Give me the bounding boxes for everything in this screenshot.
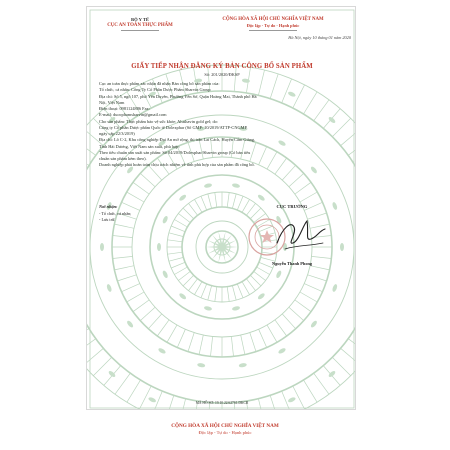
document-body — [99, 81, 347, 169]
body-line: Tổ chức, cá nhân: Công Ty Cổ Phần Dược Phẩm Sharvin Group — [99, 87, 211, 93]
certificate-sheet — [86, 6, 356, 410]
body-line: ngày cấp 22/3/2019) — [99, 131, 135, 136]
ministry-name: BỘ Y TẾ — [131, 17, 149, 22]
body-line: Điện thoại: 0981124886 Fax: — [99, 106, 150, 111]
issue-date: Hà Nội, ngày 10 tháng 01 năm 2020 — [288, 35, 351, 40]
body-line: chuẩn sản phẩm kèm theo). — [99, 156, 147, 161]
recipient-item: - Lưu trữ. — [99, 217, 116, 222]
body-line: E-mail: duocphamsharvin@gmail.com — [99, 112, 167, 118]
body-line: Địa chỉ: Lô C-2, Khu công nghiệp Đại An mở rộng, thị trấn Lai Cách, Huyện Cẩm Giàng, — [99, 137, 256, 143]
body-line: Nội, Việt Nam — [99, 99, 125, 105]
national-motto: Độc lập - Tự do - Hạnh phúc — [246, 23, 300, 28]
motto-underline — [249, 30, 297, 31]
recipients-title: Nơi nhận: — [99, 204, 118, 209]
republic-name: CỘNG HÒA XÃ HỘI CHỦ NGHĨA VIỆT NAM — [222, 17, 324, 22]
body-line: Cục an toàn thực phẩm xác nhận đã nhận Bản công bố sản phẩm của: — [99, 81, 220, 86]
body-line: Doanh nghiệp phải hoàn toàn chịu trách nhiệm về tính phù hợp của sản phẩm đã công bố. — [99, 162, 255, 168]
document-title: GIẤY TIẾP NHẬN ĐĂNG KÝ BẢN CÔNG BỐ SẢN PHẨM — [131, 63, 313, 70]
body-line: Địa chỉ: Số 5, ngõ 107, phố Yên Duyên, Phường Yên Sở, Quận Hoàng Mai, Thành phố Hà — [99, 93, 257, 99]
body-line: Cho sản phẩm: Thực phẩm bảo vệ sức khỏe: Alushavin gold gel; do: — [99, 118, 218, 124]
handwritten-signature-icon — [247, 213, 331, 259]
recipient-item: - Tổ chức, cá nhân; — [99, 211, 132, 216]
body-line: Tỉnh Hải Dương, Việt Nam sản xuất, phù hợp: — [99, 143, 180, 149]
footer-motto: Độc lập - Tự do - Hạnh phúc — [198, 430, 252, 435]
body-line: Theo tiêu chuẩn sản xuất sản phẩm: Số 04/2019/Dolexphar/Sharvin group (Có bản tiêu — [99, 149, 251, 155]
signer-title: CỤC TRƯỞNG — [276, 204, 308, 209]
footer-republic-name: CỘNG HÒA XÃ HỘI CHỦ NGHĨA VIỆT NAM — [171, 423, 279, 429]
body-line: Công ty Cổ phần Dược phẩm Quốc tế Dolexphar (Số GMP: 10/2019/ATTP-CNGMP, — [99, 124, 248, 130]
agency-name: CỤC AN TOÀN THỰC PHẨM — [107, 23, 173, 28]
document-number: Số: 201/2020/ĐKSP — [204, 72, 240, 77]
agency-underline — [121, 30, 159, 31]
verification-code: MÃ HỒ SƠ: 19.10.22.62761.DKCB — [195, 401, 249, 405]
signer-name: Nguyễn Thanh Phong — [271, 261, 313, 266]
